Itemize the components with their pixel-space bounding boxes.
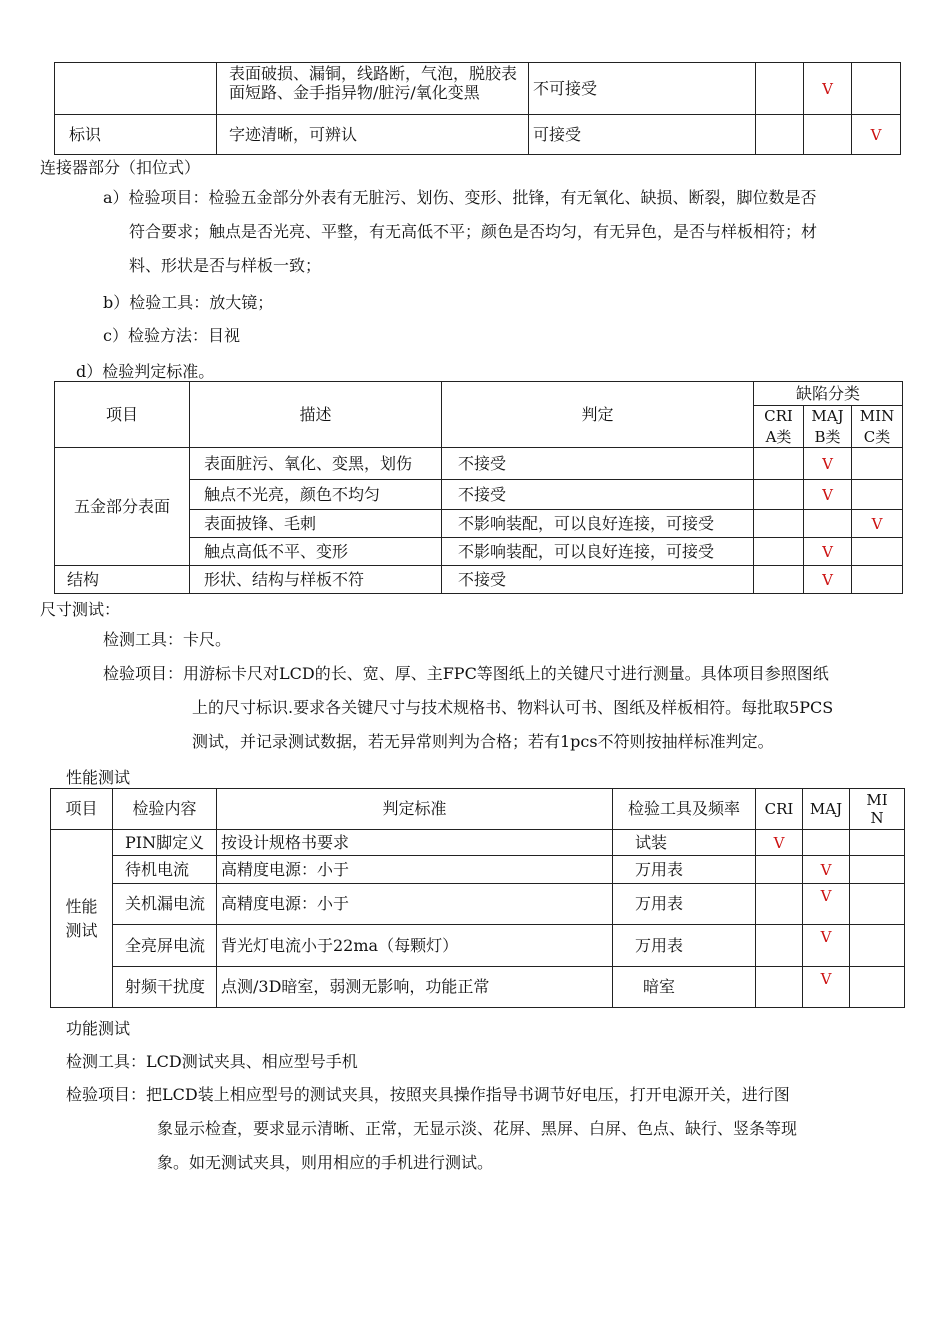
cell-maj: V — [804, 448, 852, 480]
cell-min — [850, 856, 905, 884]
header-class-c: C类 — [852, 427, 903, 448]
cell-judge: 不可接受 — [529, 63, 756, 115]
section-heading-function: 功能测试 — [66, 1019, 131, 1038]
header-item: 项目 — [51, 789, 113, 830]
cell-maj — [804, 115, 852, 155]
cell-cri — [756, 63, 804, 115]
cell-desc: 表面披锋、毛刺 — [190, 510, 442, 538]
cell-cri — [756, 115, 804, 155]
cell-tool: 暗室 — [613, 967, 756, 1008]
header-maj: MAJ — [803, 789, 850, 830]
paragraph-line: 料、形状是否与样板一致； — [129, 256, 322, 275]
cell-desc: 字迹清晰，可辨认 — [217, 115, 529, 155]
header-class-a: A类 — [754, 427, 804, 448]
table-header-row — [51, 789, 905, 830]
cell-tool: 试装 — [613, 830, 756, 856]
cell-judge: 不影响装配，可以良好连接，可接受 — [442, 510, 754, 538]
cell-min — [850, 967, 905, 1008]
cell-cri — [754, 566, 804, 594]
cell-standard: 高精度电源：小于 — [217, 884, 613, 925]
cell-content: 待机电流 — [113, 856, 217, 884]
cell-maj — [804, 510, 852, 538]
section-heading-dimension: 尺寸测试： — [40, 600, 121, 619]
cell-tool: 万用表 — [613, 856, 756, 884]
cell-min: V — [852, 115, 901, 155]
header-desc: 描述 — [190, 382, 442, 448]
cell-cri — [756, 967, 803, 1008]
paragraph-line: 检测工具：LCD测试夹具、相应型号手机 — [66, 1052, 358, 1071]
header-class-b: B类 — [804, 427, 852, 448]
table-header-row — [55, 382, 903, 406]
table-row — [51, 830, 905, 856]
header-min: MI N — [850, 789, 905, 830]
table-row — [51, 884, 905, 925]
paragraph-line: 检测工具：卡尺。 — [103, 630, 232, 649]
paragraph-line: d）检验判定标准。 — [76, 362, 215, 381]
header-cri: CRI — [756, 789, 803, 830]
cell-item — [55, 63, 217, 115]
cell-min — [852, 480, 903, 510]
header-standard: 判定标准 — [217, 789, 613, 830]
cell-maj: V — [804, 480, 852, 510]
group-label: 五金部分表面 — [55, 448, 190, 566]
table-row — [51, 856, 905, 884]
cell-desc: 形状、结构与样板不符 — [190, 566, 442, 594]
cell-judge: 不接受 — [442, 480, 754, 510]
cell-min — [852, 448, 903, 480]
defect-table — [54, 381, 903, 594]
header-judge: 判定 — [442, 382, 754, 448]
cell-content: 射频干扰度 — [113, 967, 217, 1008]
paragraph-line: 测试，并记录测试数据，若无异常则判为合格；若有1pcs不符则按抽样标准判定。 — [192, 732, 774, 751]
performance-table — [50, 788, 905, 1008]
header-defect-class: 缺陷分类 — [754, 382, 903, 406]
cell-min — [850, 830, 905, 856]
cell-tool: 万用表 — [613, 884, 756, 925]
cell-min: V — [852, 510, 903, 538]
paragraph-line: c）检验方法：目视 — [103, 326, 240, 345]
cell-desc: 表面破损、漏铜，线路断，气泡，脱胶表面短路、金手指异物/脏污/氧化变黑 — [217, 63, 529, 115]
cell-min — [852, 566, 903, 594]
cell-maj — [803, 830, 850, 856]
table-row — [55, 63, 901, 115]
cell-cri — [756, 925, 803, 967]
cell-desc: 表面脏污、氧化、变黑，划伤 — [190, 448, 442, 480]
cell-cri — [754, 538, 804, 566]
cell-judge: 可接受 — [529, 115, 756, 155]
cell-standard: 点测/3D暗室，弱测无影响，功能正常 — [217, 967, 613, 1008]
cell-cri — [754, 480, 804, 510]
table-row — [55, 448, 903, 480]
paragraph-line: b）检验工具：放大镜； — [103, 293, 274, 312]
cell-maj: V — [803, 925, 850, 967]
cell-cri — [754, 510, 804, 538]
cell-judge: 不影响装配，可以良好连接，可接受 — [442, 538, 754, 566]
cell-standard: 高精度电源：小于 — [217, 856, 613, 884]
group-label: 结构 — [55, 566, 190, 594]
group-label: 性能测试 — [51, 830, 113, 1008]
cell-content: 全亮屏电流 — [113, 925, 217, 967]
cell-min — [850, 884, 905, 925]
table-row — [55, 566, 903, 594]
cell-standard: 背光灯电流小于22ma（每颗灯） — [217, 925, 613, 967]
header-maj: MAJ — [804, 406, 852, 427]
header-item: 项目 — [55, 382, 190, 448]
cell-standard: 按设计规格书要求 — [217, 830, 613, 856]
cell-min — [852, 538, 903, 566]
cell-cri: V — [756, 830, 803, 856]
paragraph-line: 检验项目：用游标卡尺对LCD的长、宽、厚、主FPC等图纸上的关键尺寸进行测量。具体项目参照图纸 — [103, 664, 829, 683]
cell-min — [852, 63, 901, 115]
cell-desc: 触点不光亮，颜色不均匀 — [190, 480, 442, 510]
cell-maj: V — [804, 538, 852, 566]
cell-maj: V — [804, 566, 852, 594]
table-row — [51, 925, 905, 967]
header-min: MIN — [852, 406, 903, 427]
top-table — [54, 62, 901, 155]
cell-cri — [754, 448, 804, 480]
paragraph-line: 象显示检查，要求显示清晰、正常，无显示淡、花屏、黑屏、白屏、色点、缺行、竖条等现 — [157, 1119, 798, 1138]
section-heading-performance: 性能测试 — [66, 768, 131, 787]
cell-min — [850, 925, 905, 967]
cell-tool: 万用表 — [613, 925, 756, 967]
paragraph-line: 符合要求；触点是否光亮、平整，有无高低不平；颜色是否均匀，有无异色，是否与样板相符；材 — [129, 222, 818, 241]
cell-content: 关机漏电流 — [113, 884, 217, 925]
paragraph-line: 检验项目：把LCD装上相应型号的测试夹具，按照夹具操作指导书调节好电压，打开电源开关，进行图 — [66, 1085, 790, 1104]
table-row — [55, 115, 901, 155]
header-cri: CRI — [754, 406, 804, 427]
cell-desc: 触点高低不平、变形 — [190, 538, 442, 566]
paragraph-line: 象。如无测试夹具，则用相应的手机进行测试。 — [157, 1153, 494, 1172]
cell-cri — [756, 884, 803, 925]
cell-maj: V — [803, 856, 850, 884]
cell-judge: 不接受 — [442, 448, 754, 480]
cell-item: 标识 — [55, 115, 217, 155]
table-row — [51, 967, 905, 1008]
cell-judge: 不接受 — [442, 566, 754, 594]
cell-maj: V — [803, 967, 850, 1008]
cell-content: PIN脚定义 — [113, 830, 217, 856]
cell-maj: V — [803, 884, 850, 925]
cell-cri — [756, 856, 803, 884]
header-tool: 检验工具及频率 — [613, 789, 756, 830]
section-heading-connector: 连接器部分（扣位式） — [40, 158, 201, 177]
paragraph-line: 上的尺寸标识.要求各关键尺寸与技术规格书、物料认可书、图纸及样板相符。每批取5PCS — [192, 698, 834, 717]
cell-maj: V — [804, 63, 852, 115]
header-content: 检验内容 — [113, 789, 217, 830]
paragraph-line: a）检验项目：检验五金部分外表有无脏污、划伤、变形、批锋，有无氧化、缺损、断裂，脚位数是否 — [103, 188, 817, 207]
